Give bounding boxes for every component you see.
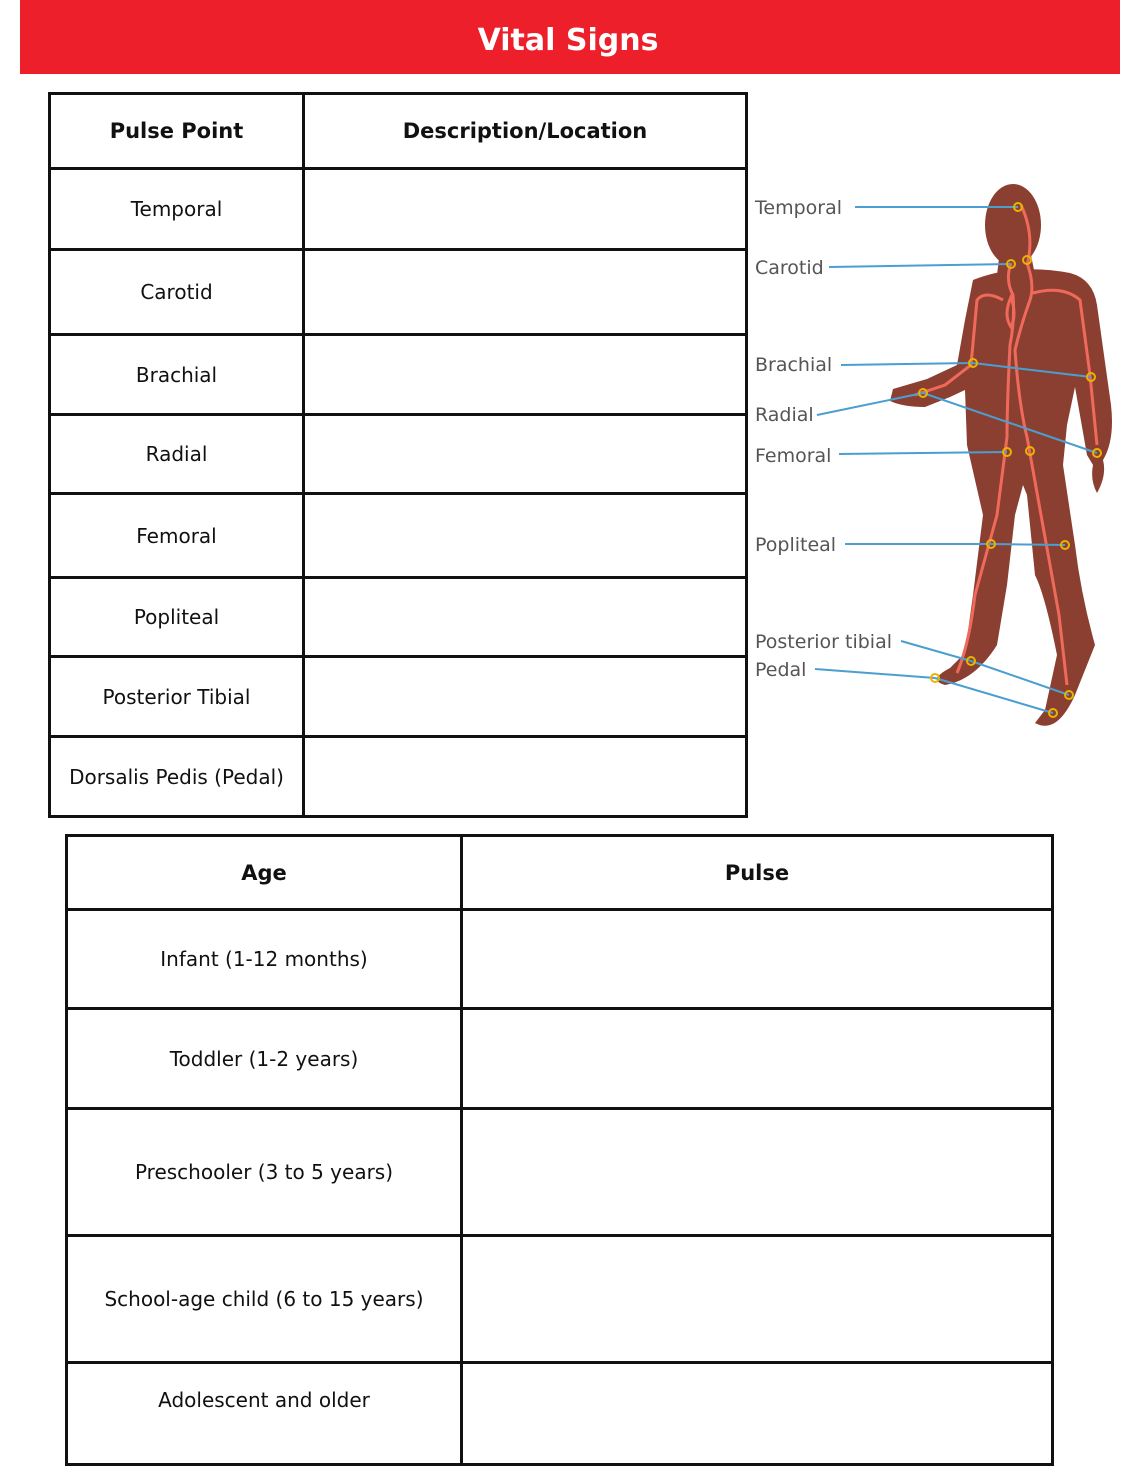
table-row xyxy=(67,1009,1053,1109)
description-cell[interactable] xyxy=(304,494,747,578)
description-cell[interactable] xyxy=(304,250,747,335)
pulse-point-cell: Carotid xyxy=(50,250,304,335)
table-row xyxy=(50,737,747,817)
table-header-row xyxy=(50,94,747,169)
pulse-point-cell: Popliteal xyxy=(50,578,304,657)
table-row xyxy=(50,335,747,415)
pulse-point-cell: Dorsalis Pedis (Pedal) xyxy=(50,737,304,817)
header-pulse: Pulse xyxy=(462,836,1053,910)
pulse-point-cell: Radial xyxy=(50,415,304,494)
figure-label-pedal: Pedal xyxy=(755,659,807,681)
description-cell[interactable] xyxy=(304,415,747,494)
age-cell: Adolescent and older xyxy=(67,1363,462,1465)
table-row xyxy=(50,250,747,335)
figure-label-posterior-tibial: Posterior tibial xyxy=(755,631,892,653)
age-cell: School-age child (6 to 15 years) xyxy=(67,1236,462,1363)
figure-label-carotid: Carotid xyxy=(755,257,824,279)
header-description: Description/Location xyxy=(304,94,747,169)
figure-label-temporal: Temporal xyxy=(755,197,842,219)
pulse-cell[interactable] xyxy=(462,1009,1053,1109)
description-cell[interactable] xyxy=(304,578,747,657)
age-cell: Preschooler (3 to 5 years) xyxy=(67,1109,462,1236)
pulse-point-cell: Posterior Tibial xyxy=(50,657,304,737)
table-row xyxy=(50,578,747,657)
table-row xyxy=(67,1363,1053,1465)
pulse-point-cell: Femoral xyxy=(50,494,304,578)
figure-label-radial: Radial xyxy=(755,404,814,426)
table-row xyxy=(50,657,747,737)
table-row xyxy=(67,1236,1053,1363)
age-cell: Infant (1-12 months) xyxy=(67,910,462,1009)
pulse-point-table xyxy=(48,92,748,818)
age-cell: Toddler (1-2 years) xyxy=(67,1009,462,1109)
figure-label-popliteal: Popliteal xyxy=(755,534,837,556)
description-cell[interactable] xyxy=(304,169,747,250)
pulse-point-cell: Brachial xyxy=(50,335,304,415)
description-cell[interactable] xyxy=(304,737,747,817)
header-pulse-point: Pulse Point xyxy=(50,94,304,169)
table-row xyxy=(67,910,1053,1009)
table-row xyxy=(50,415,747,494)
figure-label-femoral: Femoral xyxy=(755,445,832,467)
page-title: Vital Signs xyxy=(477,22,659,58)
table-row xyxy=(67,1109,1053,1236)
pulse-cell[interactable] xyxy=(462,1109,1053,1236)
figure-label-brachial: Brachial xyxy=(755,354,833,376)
pulse-cell[interactable] xyxy=(462,1236,1053,1363)
pulse-cell[interactable] xyxy=(462,1363,1053,1465)
table-header-row xyxy=(67,836,1053,910)
age-pulse-table xyxy=(65,834,1054,1466)
pulse-points-figure xyxy=(745,175,1140,745)
table-row xyxy=(50,494,747,578)
pulse-point-cell: Temporal xyxy=(50,169,304,250)
table-row xyxy=(50,169,747,250)
header-age: Age xyxy=(67,836,462,910)
human-body-illustration xyxy=(745,175,1140,745)
description-cell[interactable] xyxy=(304,657,747,737)
title-banner xyxy=(20,0,1120,74)
pulse-cell[interactable] xyxy=(462,910,1053,1009)
description-cell[interactable] xyxy=(304,335,747,415)
